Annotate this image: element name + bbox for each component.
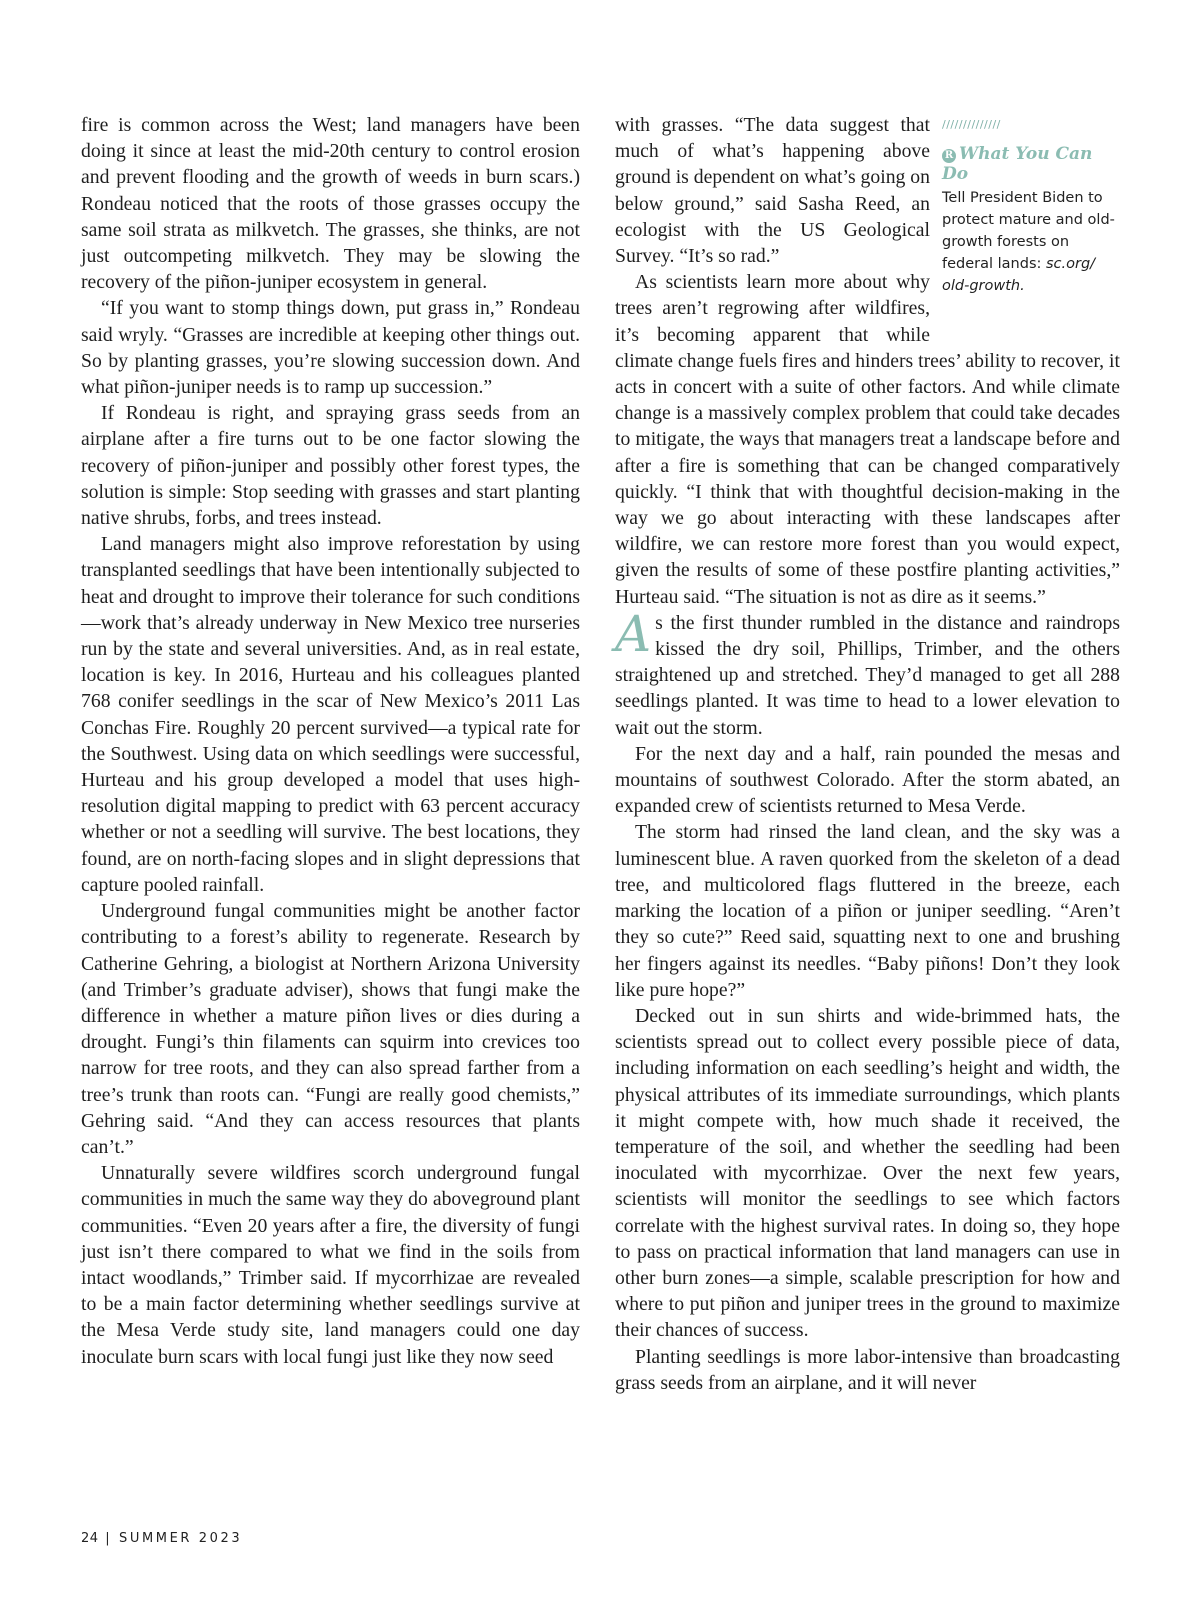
body-paragraph: As scientists learn more about why trees aren’t regrowing after wildfires, it’s becoming apparent that while climate change fuels fires and hinders trees’ ability to recover, it acts in concert with a suite of other factors. And while climate change is a massively complex problem that could take decades to mitigate, the ways that managers treat a landscape before and after a fire is something that can be changed comparatively quickly. “I think that with thoughtful decision-making in the way we go about interacting with these landscapes after wildfire, we can restore more forest than you would expect, given the results of some of these postfire planting activities,” Hurteau said. “The situation is not as dire as it seems.” <box>615 271 1120 608</box>
body-paragraph: fire is common across the West; land managers have been doing it since at least the mid-20th century to control erosion and prevent flooding and the growth of weeds in burn scars.) Rondeau noticed that the roots of those grasses occupy the same soil strata as milkvetch. The grasses, she thinks, are not just outcompeting milkvetch. They may be slowing the recovery of the piñon-juniper ecosystem in general. <box>81 114 580 294</box>
sidebar-link[interactable]: sc.org/ old-growth. <box>942 256 1096 294</box>
body-paragraph: Land managers might also improve reforestation by using transplanted seedlings that have been intentionally subjected to heat and drought to improve their tolerance for such conditions—work that’s already underway in New Mexico tree nurseries run by the state and several universities. And, as in real estate, location is key. In 2016, Hurteau and his colleagues planted 768 conifer seedlings in the scar of New Mexico’s 2011 Las Conchas Fire. Roughly 20 percent survived—a typical rate for the Southwest. Using data on which seedlings were successful, Hurteau and his group developed a model that uses high-resolution digital mapping to predict with 63 percent accuracy whether or not a seedling will survive. The best locations, they found, are on north-facing slopes and in slight depressions that capture pooled rainfall. <box>81 533 580 896</box>
page-number: 24 <box>81 1531 99 1546</box>
body-paragraph: If Rondeau is right, and spraying grass seeds from an airplane after a fire turns out to be one factor slowing the recovery of piñon-juniper and possibly other forest types, the solution is simple: Stop seeding with grasses and start planting native shrubs, forbs, and trees instead. <box>81 402 580 530</box>
body-paragraph: Decked out in sun shirts and wide-brimmed hats, the scientists spread out to collect every possible piece of data, including information on each seedling’s height and width, the physical attributes of its immediate surroundings, which plants it might compete with, how much shade it received, the temperature of the soil, and whether the seedling had been inoculated with mycorrhizae. Over the next few years, scientists will monitor the seedlings to see which factors correlate with the highest survival rates. In doing so, they hope to pass on practical information that land managers can use in other burn zones—a simple, scalable prescription for how and where to put piñon and juniper trees in the ground to maximize their chances of success. <box>615 1004 1120 1342</box>
left-column <box>81 112 580 1370</box>
body-paragraph: Underground fungal communities might be another factor contributing to a forest’s ability to regenerate. Research by Catherine Gehring, a biologist at Northern Arizona University (and Trimber’s graduate adviser), shows that fungi make the difference in whether a mature piñon lives or dies during a drought. Fungi’s thin filaments can squirm into crevices too narrow for tree roots, and they can also spread farther from a tree’s trunk than roots can. “Fungi are really good chemists,” Gehring said. “And they can access resources that plants can’t.” <box>81 900 580 1158</box>
body-paragraph: with grasses. “The data suggest that much of what’s happening above ground is dependent on what’s going on below ground,” said Sasha Reed, an ecologist with the US Geological Survey. “It’s so rad.” <box>615 114 930 268</box>
body-paragraph: Unnaturally severe wildfires scorch underground fungal communities in much the same way they do aboveground plant communities. “Even 20 years after a fire, the diversity of fungi just isn’t there compared to what we find in the soils from intact woodlands,” Trimber said. If mycorrhizae are revealed to be a main factor determining whether seedlings survive at the Mesa Verde study site, land managers could one day inoculate burn scars with local fungi just like they now seed <box>81 1162 580 1368</box>
drop-cap: A <box>615 604 652 663</box>
section-opening-paragraph <box>615 604 1120 741</box>
issue-label: SUMMER 2023 <box>119 1531 243 1546</box>
sierra-club-r-icon: R <box>942 149 956 163</box>
right-column <box>615 112 1120 1396</box>
what-you-can-do-sidebar <box>942 118 1120 334</box>
footer-separator: | <box>105 1531 113 1546</box>
body-paragraph: For the next day and a half, rain pounded the mesas and mountains of southwest Colorado. After the storm abated, an expanded crew of scientists returned to Mesa Verde. <box>615 742 1120 818</box>
sidebar-heading <box>942 144 1120 184</box>
sidebar-body-text: Tell President Biden to protect mature and old-growth forests on federal lands: <box>942 190 1115 272</box>
sidebar-rule: ////////////// <box>942 118 1001 131</box>
section-opening-text: s the first thunder rumbled in the distance and raindrops kissed the dry soil, Phillips, Trimber, and the others straightened up and stretched. They’d managed to get all 288 seedlings planted. It was time to head to a lower elevation to wait out the storm. <box>615 611 1120 739</box>
body-paragraph: “If you want to stomp things down, put grass in,” Rondeau said wryly. “Grasses are incredible at keeping other things out. So by planting grasses, you’re slowing succession down. And what piñon-juniper needs is to ramp up succession.” <box>81 297 580 399</box>
body-paragraph: Planting seedlings is more labor-intensive than broadcasting grass seeds from an airplane, and it will never <box>615 1345 1120 1394</box>
body-paragraph: The storm had rinsed the land clean, and the sky was a luminescent blue. A raven quorked from the skeleton of a dead tree, and multicolored flags fluttered in the breeze, each marking the location of a piñon or juniper seedling. “Aren’t they so cute?” Reed said, squatting next to one and brushing her fingers against its needles. “Baby piñons! Don’t they look like pure hope?” <box>615 821 1120 1001</box>
sidebar-body <box>942 187 1120 297</box>
page-footer <box>81 1531 242 1546</box>
sidebar-heading-text: What You Can Do <box>942 144 1093 184</box>
